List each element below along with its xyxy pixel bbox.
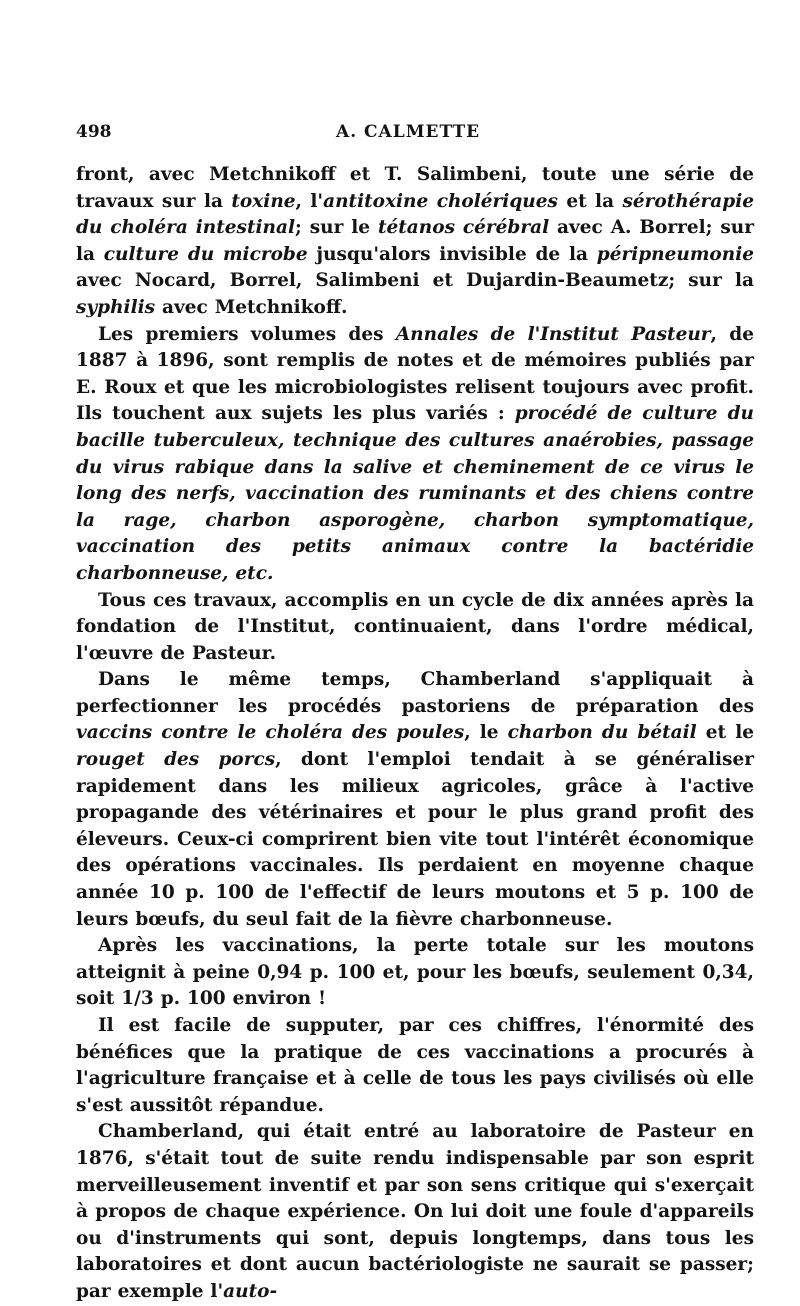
paragraph [76,1119,754,1305]
body-text [76,162,754,1306]
text-run: ; sur le [295,217,378,239]
italic-text: charbon du bétail [507,722,697,744]
paragraph [76,322,754,588]
text-run: et le [696,722,754,744]
italic-text: culture du microbe [103,243,308,265]
text-run: front, avec Metchnikoff et T. Salimbeni, toute une série de travaux sur la [76,164,754,212]
text-run: Après les vaccinations, la perte totale sur les moutons atteignit à peine 0,94 p. 100 et, pour les bœufs, seulement 0,34, soit 1/3 p. 100 environ ! [76,935,754,1010]
text-run: Dans le même temps, Chamberland s'appliquait à perfectionner les procédés pastoriens de préparation des [76,669,754,717]
text-run: , dont l'emploi tendait à se généraliser rapidement dans les milieux agricoles, grâce à l'active propagande des vétérinaires et pour le plus grand profit des éleveurs. Ceux-ci comprirent bien vite tout l'intérêt économique des opérations vaccinales. Ils perdaient en moyenne chaque année 10 p. 100 de l'effectif de leurs moutons et 5 p. 100 de leurs bœufs, du seul fait de la fièvre charbonneuse. [76,749,754,930]
italic-text: Annales de l'Institut Pasteur [395,323,711,345]
paragraph [76,162,754,322]
text-run: avec A. Borrel; sur la [76,217,754,265]
page-number: 498 [76,122,112,142]
italic-text: péripneumonie [596,243,755,265]
book-page [76,112,754,1306]
italic-text: auto- [223,1280,278,1302]
text-run: , l' [295,190,324,212]
text-run: Chamberland, qui était entré au laboratoire de Pasteur en 1876, s'était tout de suite rendu indispensable par son esprit merveilleusement inventif et par son sens critique qui s'exerçait à propos de chaque expérience. On lui doit une foule d'appareils ou d'instruments qui sont, depuis longtemps, dans tous les laboratoires et dont aucun bactériologiste ne saurait se passer; par exemple l' [76,1121,754,1302]
italic-text: rouget des porcs [76,749,276,771]
paragraph [76,933,754,1013]
italic-text: procédé de culture du bacille tuberculeux, technique des cultures anaérobies, passage du virus rabique dans la salive et cheminement de ce virus le long des nerfs, vaccination des ruminants et des chiens contre la rage, charbon asporogène, charbon symptomatique, vaccination des petits animaux contre la bactéridie charbonneuse, etc. [76,403,755,584]
text-run: , de 1887 à 1896, sont remplis de notes et de mémoires publiés par E. Roux et que les microbiologistes relisent toujours avec profit. Ils touchent aux sujets les plus variés : [76,323,754,425]
italic-text: sérothérapie du choléra intestinal [76,190,754,239]
italic-text: antitoxine cholériques [323,190,558,212]
paragraph [76,1013,754,1119]
paragraph [76,588,754,668]
paragraph [76,667,754,933]
italic-text: tétanos cérébral [377,217,550,239]
text-run: Il est facile de supputer, par ces chiffres, l'énormité des bénéfices que la pratique de ces vaccinations a procurés à l'agriculture française et à celle de tous les pays civilisés où elle s'est aussitôt répandue. [76,1015,754,1116]
italic-text: toxine [231,190,296,212]
running-head: A. CALMETTE [336,122,481,142]
text-run: et la [557,190,623,212]
text-run: Tous ces travaux, accomplis en un cycle de dix années après la fondation de l'Institut, continuaient, dans l'ordre médical, l'œuvre de Pasteur. [76,589,754,664]
text-run: Les premiers volumes des [98,323,396,345]
text-run: avec Nocard, Borrel, Salimbeni et Dujardin-Beaumetz; sur la [76,270,754,292]
text-run: avec Metchnikoff. [155,296,348,318]
text-run: , le [464,722,508,744]
text-run: jusqu'alors invisible de la [307,243,597,265]
page-header [76,112,754,152]
italic-text: vaccins contre le choléra des poules [76,722,465,744]
italic-text: syphilis [76,296,156,318]
